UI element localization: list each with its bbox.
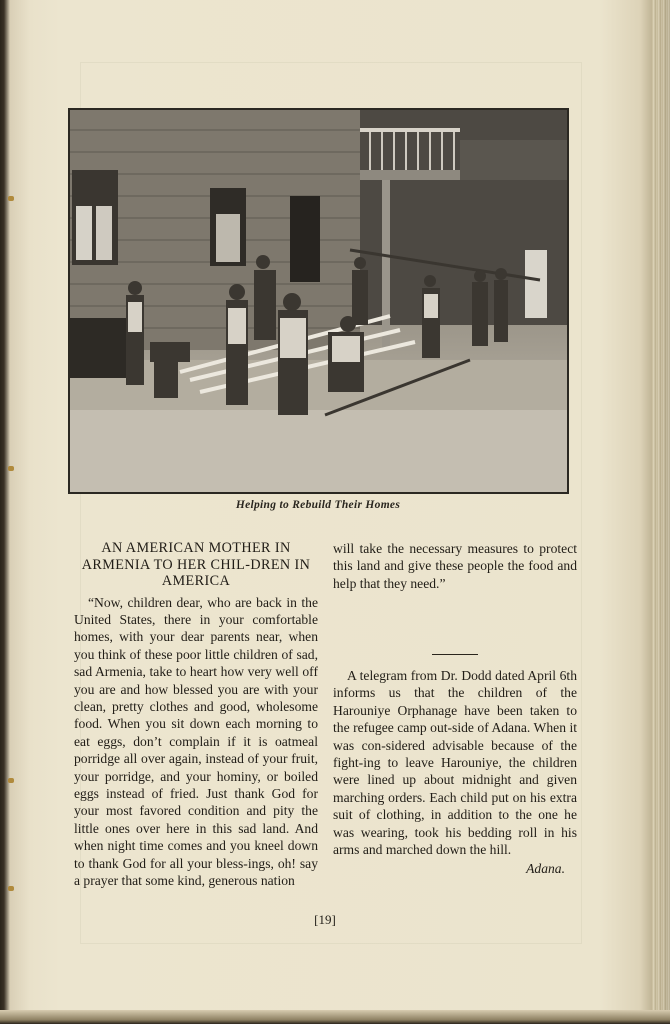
- binding-staple: [8, 196, 14, 201]
- binding-staple: [8, 466, 14, 471]
- page-edges-right: [652, 0, 670, 1024]
- page-edges-bottom: [0, 1010, 670, 1024]
- binding-staple: [8, 778, 14, 783]
- letter-continuation: [333, 540, 577, 644]
- article-headline: AN AMERICAN MOTHER IN ARMENIA TO HER CHIL-DREN IN AMERICA: [81, 540, 311, 589]
- right-column: [333, 540, 577, 878]
- photo-illustration: [70, 110, 567, 492]
- section-divider: [432, 654, 478, 655]
- article-paragraph-letter: “Now, children dear, who are back in the United States, there in your comfortable homes, with your dear parents near, when you think of these poor little children of sad, sad Armenia, take to heart how very well off you are and how blessed you are with your clean, pretty clothes and good, wholesome food. When you sit down each morning to eat eggs, don’t complain if it is oatmeal porridge all over again, instead of your fruit, your porridge, and your hominy, or boiled eggs instead of fried. Just thank God for your most favored condition and pity the little ones over here in this sad land. And when night time comes and you kneel down to thank God for all your bless-ings, oh! say a prayer that some kind, generous nation: [74, 594, 318, 888]
- page-number: [19]: [314, 912, 336, 927]
- article-paragraph-telegram: A telegram from Dr. Dodd dated April 6th informs us that the children of the Harouniye Orphanage have been taken to the refugee camp out-side of Adana. When it was con-sidered advisable because of the fight-ing to leave Harouniye, the children were lined up about midnight and given marching orders. Each child put on his extra suit of clothing, in addition to the one he was wearing, took his bedding roll in his arms and marched down the hill.: [333, 668, 577, 858]
- article-signoff: Adana.: [526, 861, 565, 877]
- left-column: [74, 540, 318, 900]
- photo-caption: Helping to Rebuild Their Homes: [235, 499, 401, 511]
- letter-continuation-text: will take the necessary measures to protect this land and give these people the food and help that they need.”: [333, 541, 577, 591]
- binding-staple: [8, 886, 14, 891]
- photograph: [68, 108, 569, 494]
